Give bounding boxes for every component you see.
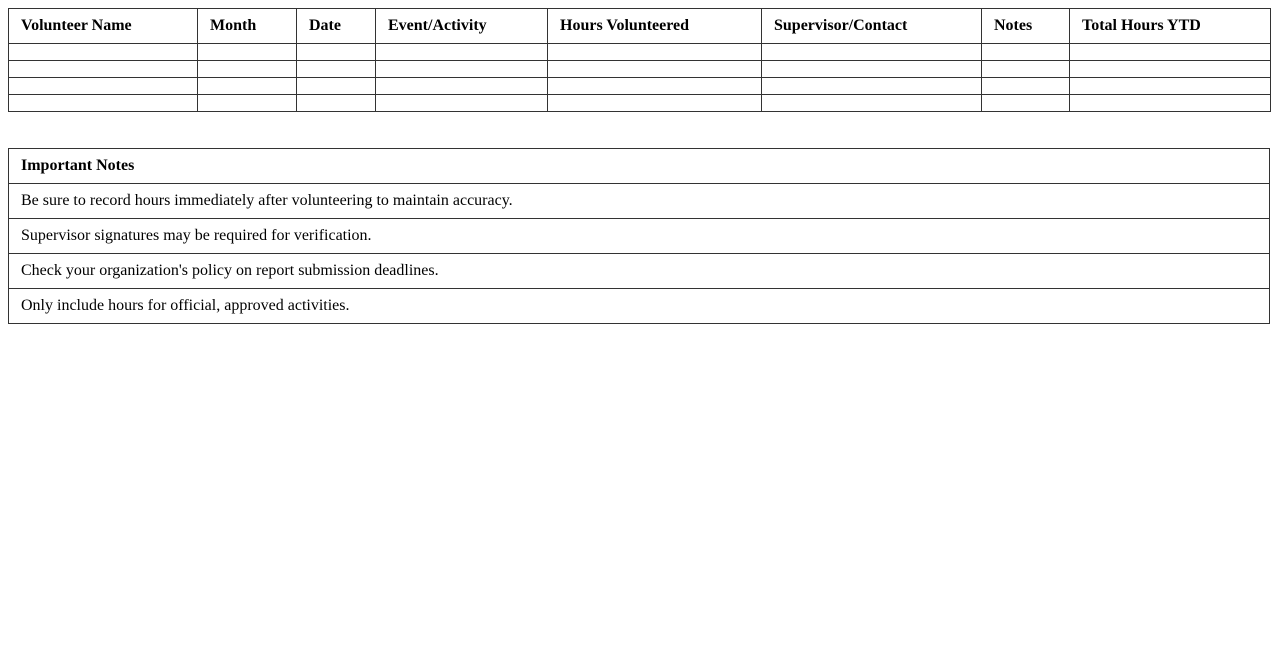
table-cell[interactable] — [1070, 44, 1271, 61]
table-cell[interactable] — [548, 78, 762, 95]
table-cell[interactable] — [376, 78, 548, 95]
notes-row — [9, 219, 1270, 254]
note-item: Be sure to record hours immediately after volunteering to maintain accuracy. — [9, 184, 1270, 219]
table-cell[interactable] — [376, 95, 548, 112]
table-cell[interactable] — [9, 44, 198, 61]
table-row — [9, 78, 1271, 95]
table-cell[interactable] — [982, 44, 1070, 61]
table-cell[interactable] — [982, 78, 1070, 95]
table-cell[interactable] — [297, 44, 376, 61]
table-row — [9, 95, 1271, 112]
table-cell[interactable] — [376, 61, 548, 78]
table-cell[interactable] — [9, 61, 198, 78]
note-item: Only include hours for official, approved activities. — [9, 289, 1270, 324]
table-cell[interactable] — [297, 95, 376, 112]
table-cell[interactable] — [1070, 78, 1271, 95]
table-header-row — [9, 9, 1271, 44]
table-cell[interactable] — [297, 78, 376, 95]
table-cell[interactable] — [297, 61, 376, 78]
notes-header-row — [9, 149, 1270, 184]
table-cell[interactable] — [982, 61, 1070, 78]
table-cell[interactable] — [762, 78, 982, 95]
column-header-notes: Notes — [982, 9, 1070, 44]
important-notes-table — [8, 148, 1270, 324]
notes-heading: Important Notes — [9, 149, 1270, 184]
column-header-supervisor-contact: Supervisor/Contact — [762, 9, 982, 44]
table-cell[interactable] — [1070, 95, 1271, 112]
table-cell[interactable] — [982, 95, 1070, 112]
column-header-date: Date — [297, 9, 376, 44]
table-cell[interactable] — [762, 95, 982, 112]
column-header-event-activity: Event/Activity — [376, 9, 548, 44]
table-cell[interactable] — [198, 78, 297, 95]
table-cell[interactable] — [198, 61, 297, 78]
column-header-volunteer-name: Volunteer Name — [9, 9, 198, 44]
table-cell[interactable] — [376, 44, 548, 61]
table-cell[interactable] — [762, 44, 982, 61]
notes-row — [9, 184, 1270, 219]
notes-row — [9, 289, 1270, 324]
table-cell[interactable] — [9, 78, 198, 95]
table-cell[interactable] — [548, 61, 762, 78]
column-header-total-hours-ytd: Total Hours YTD — [1070, 9, 1271, 44]
notes-row — [9, 254, 1270, 289]
table-cell[interactable] — [198, 44, 297, 61]
table-row — [9, 61, 1271, 78]
table-cell[interactable] — [762, 61, 982, 78]
volunteer-hours-table — [8, 8, 1271, 112]
column-header-month: Month — [198, 9, 297, 44]
table-cell[interactable] — [548, 44, 762, 61]
table-row — [9, 44, 1271, 61]
note-item: Check your organization's policy on report submission deadlines. — [9, 254, 1270, 289]
table-cell[interactable] — [9, 95, 198, 112]
table-cell[interactable] — [198, 95, 297, 112]
table-cell[interactable] — [548, 95, 762, 112]
table-cell[interactable] — [1070, 61, 1271, 78]
column-header-hours-volunteered: Hours Volunteered — [548, 9, 762, 44]
note-item: Supervisor signatures may be required for verification. — [9, 219, 1270, 254]
